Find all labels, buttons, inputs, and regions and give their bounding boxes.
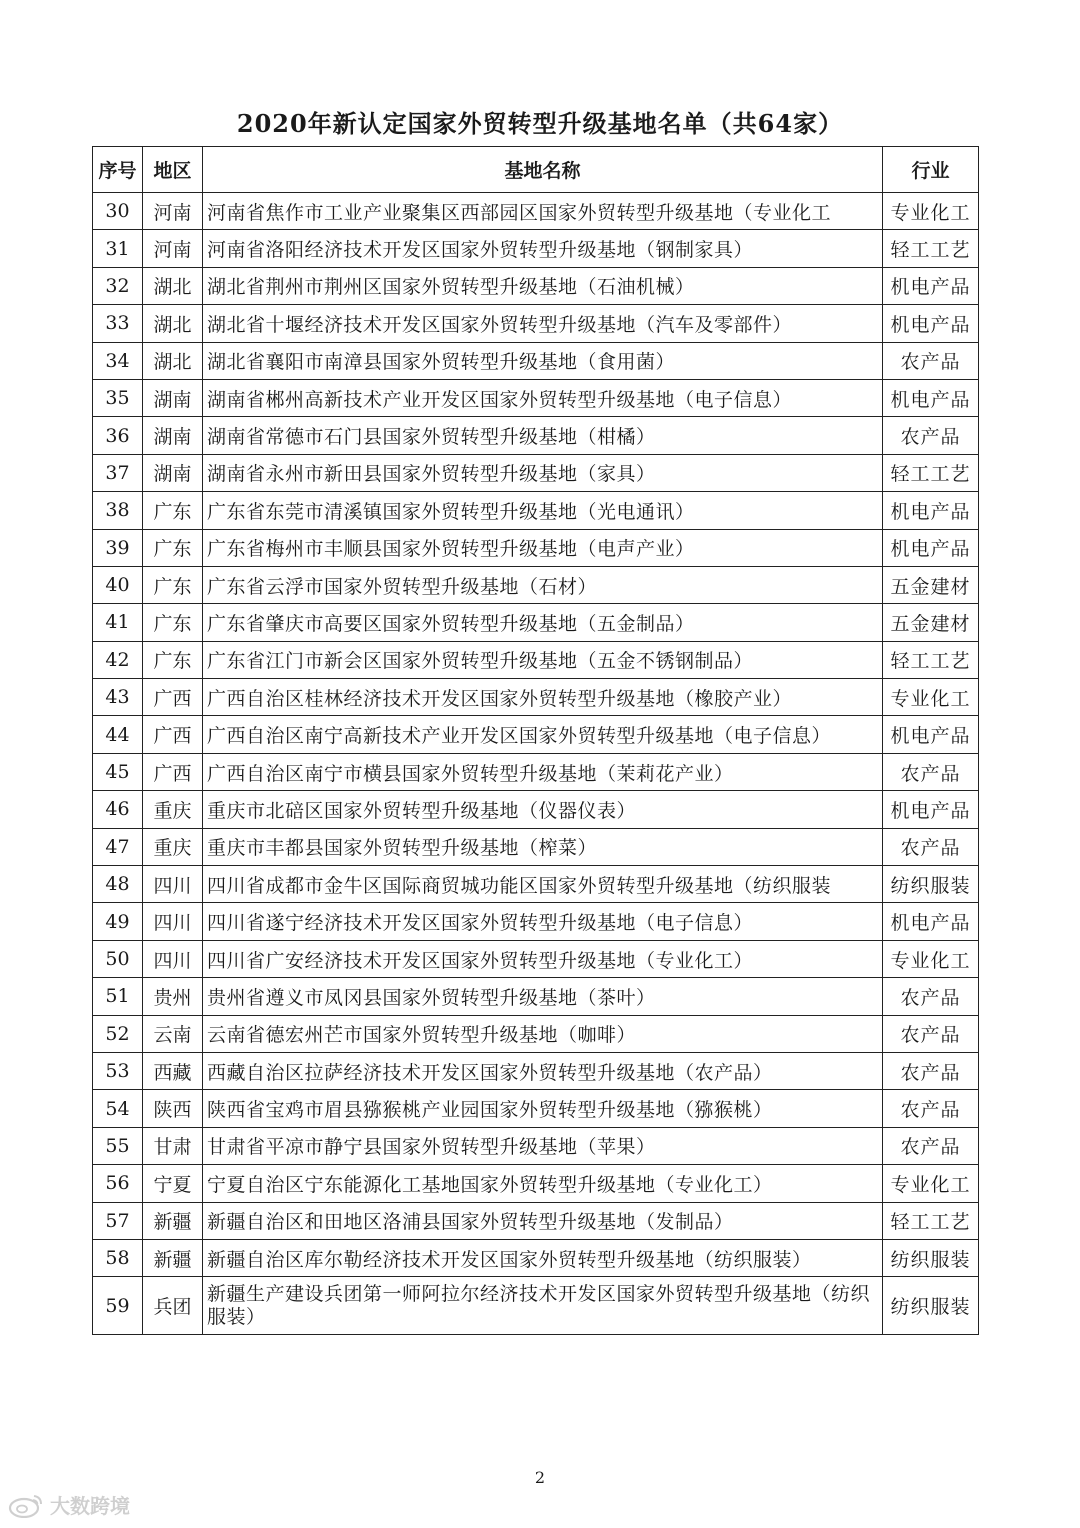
row-region: 云南 bbox=[143, 1015, 203, 1052]
row-number: 41 bbox=[93, 604, 143, 641]
table-row bbox=[93, 978, 979, 1015]
row-number: 49 bbox=[93, 903, 143, 940]
table-row bbox=[93, 305, 979, 342]
row-number: 56 bbox=[93, 1165, 143, 1202]
row-region: 重庆 bbox=[143, 828, 203, 865]
row-base-name: 河南省洛阳经济技术开发区国家外贸转型升级基地（钢制家具） bbox=[203, 230, 883, 267]
row-industry: 专业化工 bbox=[883, 1165, 979, 1202]
base-list-table bbox=[92, 146, 979, 1335]
page-number: 2 bbox=[534, 1468, 546, 1487]
table-row bbox=[93, 1015, 979, 1052]
watermark bbox=[8, 1490, 130, 1519]
row-number: 43 bbox=[93, 679, 143, 716]
header-industry: 行业 bbox=[883, 147, 979, 193]
row-number: 58 bbox=[93, 1239, 143, 1276]
table-row bbox=[93, 753, 979, 790]
row-number: 55 bbox=[93, 1127, 143, 1164]
row-industry: 五金建材 bbox=[883, 604, 979, 641]
table-row bbox=[93, 1127, 979, 1164]
row-number: 34 bbox=[93, 342, 143, 379]
row-base-name: 广东省肇庆市高要区国家外贸转型升级基地（五金制品） bbox=[203, 604, 883, 641]
table-row bbox=[93, 230, 979, 267]
row-base-name: 西藏自治区拉萨经济技术开发区国家外贸转型升级基地（农产品） bbox=[203, 1052, 883, 1089]
row-base-name: 贵州省遵义市凤冈县国家外贸转型升级基地（茶叶） bbox=[203, 978, 883, 1015]
row-number: 46 bbox=[93, 791, 143, 828]
row-region: 新疆 bbox=[143, 1202, 203, 1239]
table-row bbox=[93, 529, 979, 566]
row-region: 湖北 bbox=[143, 305, 203, 342]
table-row bbox=[93, 342, 979, 379]
row-industry: 农产品 bbox=[883, 1127, 979, 1164]
row-base-name: 宁夏自治区宁东能源化工基地国家外贸转型升级基地（专业化工） bbox=[203, 1165, 883, 1202]
row-base-name: 湖南省常德市石门县国家外贸转型升级基地（柑橘） bbox=[203, 417, 883, 454]
table-row bbox=[93, 903, 979, 940]
row-region: 贵州 bbox=[143, 978, 203, 1015]
row-industry: 农产品 bbox=[883, 417, 979, 454]
row-region: 四川 bbox=[143, 866, 203, 903]
table-row bbox=[93, 267, 979, 304]
row-base-name: 广东省梅州市丰顺县国家外贸转型升级基地（电声产业） bbox=[203, 529, 883, 566]
row-number: 52 bbox=[93, 1015, 143, 1052]
row-region: 四川 bbox=[143, 903, 203, 940]
row-base-name: 湖北省十堰经济技术开发区国家外贸转型升级基地（汽车及零部件） bbox=[203, 305, 883, 342]
row-number: 33 bbox=[93, 305, 143, 342]
table-row bbox=[93, 716, 979, 753]
row-region: 陕西 bbox=[143, 1090, 203, 1127]
row-region: 广东 bbox=[143, 492, 203, 529]
row-region: 甘肃 bbox=[143, 1127, 203, 1164]
row-industry: 纺织服装 bbox=[883, 1277, 979, 1335]
row-industry: 农产品 bbox=[883, 342, 979, 379]
row-base-name: 甘肃省平凉市静宁县国家外贸转型升级基地（苹果） bbox=[203, 1127, 883, 1164]
row-number: 57 bbox=[93, 1202, 143, 1239]
row-number: 45 bbox=[93, 753, 143, 790]
row-base-name: 湖北省荆州市荆州区国家外贸转型升级基地（石油机械） bbox=[203, 267, 883, 304]
row-number: 30 bbox=[93, 193, 143, 230]
watermark-text: 大数跨境 bbox=[50, 1494, 130, 1518]
row-industry: 农产品 bbox=[883, 753, 979, 790]
table-row bbox=[93, 1277, 979, 1335]
row-industry: 五金建材 bbox=[883, 566, 979, 603]
row-region: 河南 bbox=[143, 230, 203, 267]
table-row bbox=[93, 492, 979, 529]
row-number: 36 bbox=[93, 417, 143, 454]
row-base-name: 广西自治区南宁高新技术产业开发区国家外贸转型升级基地（电子信息） bbox=[203, 716, 883, 753]
row-industry: 机电产品 bbox=[883, 903, 979, 940]
row-industry: 农产品 bbox=[883, 1090, 979, 1127]
row-industry: 纺织服装 bbox=[883, 1239, 979, 1276]
table-row bbox=[93, 1090, 979, 1127]
table-row bbox=[93, 791, 979, 828]
row-number: 42 bbox=[93, 641, 143, 678]
row-industry: 专业化工 bbox=[883, 940, 979, 977]
row-base-name: 湖北省襄阳市南漳县国家外贸转型升级基地（食用菌） bbox=[203, 342, 883, 379]
row-region: 四川 bbox=[143, 940, 203, 977]
row-industry: 轻工工艺 bbox=[883, 641, 979, 678]
table-row bbox=[93, 828, 979, 865]
row-region: 广东 bbox=[143, 641, 203, 678]
table-row bbox=[93, 1202, 979, 1239]
row-region: 广西 bbox=[143, 679, 203, 716]
row-region: 宁夏 bbox=[143, 1165, 203, 1202]
row-industry: 专业化工 bbox=[883, 679, 979, 716]
row-industry: 农产品 bbox=[883, 978, 979, 1015]
row-base-name: 广西自治区南宁市横县国家外贸转型升级基地（茉莉花产业） bbox=[203, 753, 883, 790]
row-region: 湖北 bbox=[143, 342, 203, 379]
row-region: 西藏 bbox=[143, 1052, 203, 1089]
row-base-name: 广西自治区桂林经济技术开发区国家外贸转型升级基地（橡胶产业） bbox=[203, 679, 883, 716]
row-number: 54 bbox=[93, 1090, 143, 1127]
row-number: 48 bbox=[93, 866, 143, 903]
row-industry: 机电产品 bbox=[883, 529, 979, 566]
table-row bbox=[93, 641, 979, 678]
row-base-name: 云南省德宏州芒市国家外贸转型升级基地（咖啡） bbox=[203, 1015, 883, 1052]
table-row bbox=[93, 379, 979, 416]
header-base-name: 基地名称 bbox=[203, 147, 883, 193]
row-region: 湖南 bbox=[143, 417, 203, 454]
row-base-name: 陕西省宝鸡市眉县猕猴桃产业园国家外贸转型升级基地（猕猴桃） bbox=[203, 1090, 883, 1127]
header-region: 地区 bbox=[143, 147, 203, 193]
row-industry: 机电产品 bbox=[883, 379, 979, 416]
row-base-name: 四川省遂宁经济技术开发区国家外贸转型升级基地（电子信息） bbox=[203, 903, 883, 940]
row-base-name: 广东省东莞市清溪镇国家外贸转型升级基地（光电通讯） bbox=[203, 492, 883, 529]
table-row bbox=[93, 604, 979, 641]
row-base-name: 新疆生产建设兵团第一师阿拉尔经济技术开发区国家外贸转型升级基地（纺织服装） bbox=[203, 1277, 883, 1335]
row-number: 50 bbox=[93, 940, 143, 977]
row-base-name: 重庆市丰都县国家外贸转型升级基地（榨菜） bbox=[203, 828, 883, 865]
row-region: 河南 bbox=[143, 193, 203, 230]
table-row bbox=[93, 940, 979, 977]
row-region: 广东 bbox=[143, 529, 203, 566]
row-number: 53 bbox=[93, 1052, 143, 1089]
row-number: 47 bbox=[93, 828, 143, 865]
row-number: 51 bbox=[93, 978, 143, 1015]
row-base-name: 四川省广安经济技术开发区国家外贸转型升级基地（专业化工） bbox=[203, 940, 883, 977]
row-number: 35 bbox=[93, 379, 143, 416]
row-base-name: 湖南省永州市新田县国家外贸转型升级基地（家具） bbox=[203, 454, 883, 491]
row-number: 44 bbox=[93, 716, 143, 753]
table-row bbox=[93, 679, 979, 716]
row-base-name: 新疆自治区库尔勒经济技术开发区国家外贸转型升级基地（纺织服装） bbox=[203, 1239, 883, 1276]
row-industry: 农产品 bbox=[883, 1015, 979, 1052]
document-title: 2020年新认定国家外贸转型升级基地名单（共64家） bbox=[236, 109, 844, 138]
row-industry: 纺织服装 bbox=[883, 866, 979, 903]
header-number: 序号 bbox=[93, 147, 143, 193]
row-region: 广西 bbox=[143, 753, 203, 790]
table-row bbox=[93, 866, 979, 903]
row-region: 湖南 bbox=[143, 379, 203, 416]
row-number: 32 bbox=[93, 267, 143, 304]
row-region: 湖南 bbox=[143, 454, 203, 491]
row-base-name: 广东省云浮市国家外贸转型升级基地（石材） bbox=[203, 566, 883, 603]
row-industry: 机电产品 bbox=[883, 716, 979, 753]
row-region: 重庆 bbox=[143, 791, 203, 828]
table-row bbox=[93, 1165, 979, 1202]
row-number: 31 bbox=[93, 230, 143, 267]
weibo-logo-icon bbox=[8, 1492, 44, 1518]
row-region: 广东 bbox=[143, 604, 203, 641]
table-row bbox=[93, 454, 979, 491]
table-row bbox=[93, 1239, 979, 1276]
table-row bbox=[93, 417, 979, 454]
row-industry: 轻工工艺 bbox=[883, 1202, 979, 1239]
row-industry: 机电产品 bbox=[883, 492, 979, 529]
table-row bbox=[93, 1052, 979, 1089]
row-number: 59 bbox=[93, 1277, 143, 1335]
row-region: 新疆 bbox=[143, 1239, 203, 1276]
row-number: 39 bbox=[93, 529, 143, 566]
row-region: 广东 bbox=[143, 566, 203, 603]
row-region: 湖北 bbox=[143, 267, 203, 304]
row-base-name: 重庆市北碚区国家外贸转型升级基地（仪器仪表） bbox=[203, 791, 883, 828]
row-industry: 专业化工 bbox=[883, 193, 979, 230]
table-body bbox=[93, 193, 979, 1335]
row-base-name: 新疆自治区和田地区洛浦县国家外贸转型升级基地（发制品） bbox=[203, 1202, 883, 1239]
row-industry: 轻工工艺 bbox=[883, 454, 979, 491]
row-industry: 农产品 bbox=[883, 1052, 979, 1089]
row-base-name: 河南省焦作市工业产业聚集区西部园区国家外贸转型升级基地（专业化工 bbox=[203, 193, 883, 230]
row-industry: 机电产品 bbox=[883, 791, 979, 828]
row-base-name: 四川省成都市金牛区国际商贸城功能区国家外贸转型升级基地（纺织服装 bbox=[203, 866, 883, 903]
row-industry: 机电产品 bbox=[883, 267, 979, 304]
row-industry: 轻工工艺 bbox=[883, 230, 979, 267]
row-number: 38 bbox=[93, 492, 143, 529]
row-industry: 机电产品 bbox=[883, 305, 979, 342]
row-base-name: 湖南省郴州高新技术产业开发区国家外贸转型升级基地（电子信息） bbox=[203, 379, 883, 416]
table-row bbox=[93, 566, 979, 603]
table-row bbox=[93, 193, 979, 230]
row-region: 兵团 bbox=[143, 1277, 203, 1335]
row-region: 广西 bbox=[143, 716, 203, 753]
table-header-row bbox=[93, 147, 979, 193]
row-base-name: 广东省江门市新会区国家外贸转型升级基地（五金不锈钢制品） bbox=[203, 641, 883, 678]
row-industry: 农产品 bbox=[883, 828, 979, 865]
row-number: 37 bbox=[93, 454, 143, 491]
row-number: 40 bbox=[93, 566, 143, 603]
